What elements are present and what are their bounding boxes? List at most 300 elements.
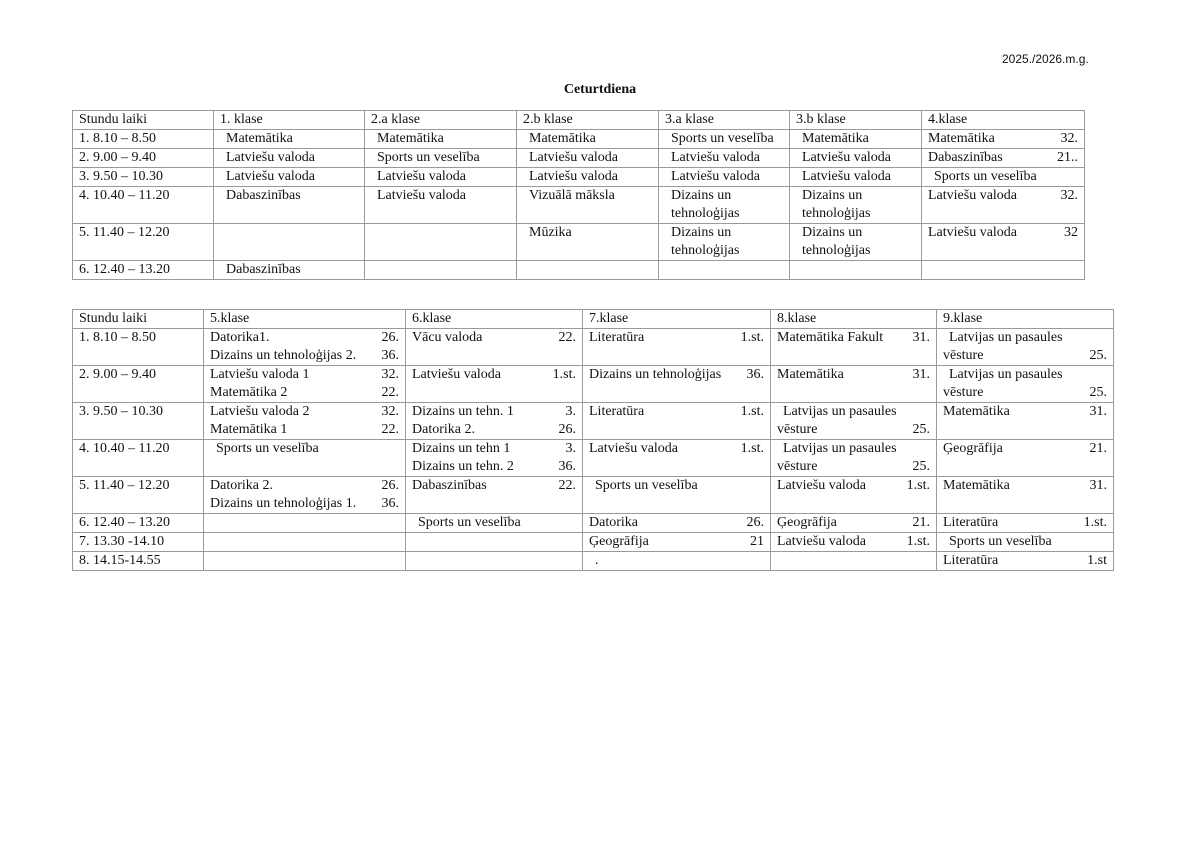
subject-text: vēsture <box>777 422 818 437</box>
lesson-cell <box>365 168 517 187</box>
lesson-cell <box>406 514 583 533</box>
lesson-cell <box>204 533 406 552</box>
lesson-line <box>928 130 1078 148</box>
room-number: 1.st. <box>1083 515 1107 530</box>
subject-text: Matemātika <box>928 131 995 146</box>
lesson-line <box>928 224 1078 242</box>
room-number: 36. <box>381 348 399 363</box>
subject-text: Dizains un <box>802 225 863 240</box>
room-number: 36. <box>746 367 764 382</box>
lesson-row <box>73 149 1085 168</box>
subject-text: Dizains un tehn. 1 <box>412 404 514 419</box>
lesson-cell <box>214 187 365 224</box>
lesson-line <box>796 242 915 260</box>
lesson-line <box>220 168 358 186</box>
lesson-time: 1. 8.10 – 8.50 <box>73 130 214 149</box>
lesson-time: 2. 9.00 – 9.40 <box>73 366 204 403</box>
room-number: 25. <box>1089 348 1107 363</box>
lesson-cell <box>659 149 790 168</box>
lesson-line <box>777 458 930 476</box>
lesson-line <box>777 403 930 421</box>
room-number: 32 <box>1064 225 1078 240</box>
lesson-cell <box>937 440 1114 477</box>
lesson-cell <box>517 187 659 224</box>
lesson-line <box>796 130 915 148</box>
lesson-cell <box>937 477 1114 514</box>
lesson-line <box>210 477 399 495</box>
lesson-cell <box>771 440 937 477</box>
lesson-cell <box>937 329 1114 366</box>
room-number: 21.. <box>1057 150 1078 165</box>
lesson-time: 3. 9.50 – 10.30 <box>73 403 204 440</box>
lesson-cell <box>204 440 406 477</box>
lesson-cell <box>214 261 365 280</box>
lesson-line <box>412 514 576 532</box>
subject-text: . <box>595 553 599 568</box>
subject-text: tehnoloģijas <box>671 206 740 221</box>
subject-text: Latvijas un pasaules <box>949 367 1063 382</box>
lesson-line <box>210 384 399 402</box>
room-number: 26. <box>746 515 764 530</box>
class-column-header: 9.klase <box>937 310 1114 329</box>
lesson-row <box>73 329 1114 366</box>
subject-text: Ģeogrāfija <box>589 534 649 549</box>
subject-text: Latvijas un pasaules <box>783 404 897 419</box>
subject-text: Latviešu valoda <box>671 169 761 184</box>
room-number: 1.st. <box>740 404 764 419</box>
room-number: 21. <box>912 515 930 530</box>
lesson-time: 3. 9.50 – 10.30 <box>73 168 214 187</box>
lesson-line <box>943 347 1107 365</box>
lesson-line <box>210 440 399 458</box>
subject-text: Latviešu valoda <box>928 188 1018 203</box>
lesson-line <box>589 533 764 551</box>
room-number: 36. <box>381 496 399 511</box>
subject-text: Latviešu valoda <box>226 150 316 165</box>
lesson-line <box>777 440 930 458</box>
lesson-line <box>796 168 915 186</box>
subject-text: Matemātika <box>529 131 596 146</box>
lesson-line <box>943 552 1107 570</box>
class-column-header: 2.b klase <box>517 111 659 130</box>
lesson-line <box>928 168 1078 186</box>
lesson-row <box>73 130 1085 149</box>
lesson-line <box>210 403 399 421</box>
lesson-line <box>777 421 930 439</box>
time-column-header: Stundu laiki <box>73 111 214 130</box>
lesson-line <box>943 329 1107 347</box>
room-number: 26. <box>381 478 399 493</box>
lesson-cell <box>790 130 922 149</box>
subject-text: Dizains un <box>671 225 732 240</box>
subject-text: Datorika <box>589 515 638 530</box>
lesson-cell <box>790 168 922 187</box>
subject-text: Matemātika <box>226 131 293 146</box>
class-column-header: 2.a klase <box>365 111 517 130</box>
lesson-cell <box>771 533 937 552</box>
lesson-line <box>371 187 510 205</box>
room-number: 25. <box>1089 385 1107 400</box>
subject-text: Matemātika 2 <box>210 385 288 400</box>
lesson-cell <box>204 552 406 571</box>
room-number: 21. <box>1089 441 1107 456</box>
lesson-line <box>928 187 1078 205</box>
lesson-line <box>589 552 764 570</box>
class-column-header: 3.b klase <box>790 111 922 130</box>
class-column-header: 1. klase <box>214 111 365 130</box>
room-number: 3. <box>565 441 576 456</box>
subject-text: Mūzika <box>529 225 572 240</box>
subject-text: Latviešu valoda <box>377 188 467 203</box>
lesson-cell <box>583 477 771 514</box>
subject-text: Sports un veselība <box>671 131 774 146</box>
lesson-time: 4. 10.40 – 11.20 <box>73 440 204 477</box>
room-number: 31. <box>912 367 930 382</box>
lesson-row <box>73 168 1085 187</box>
lesson-line <box>210 495 399 513</box>
subject-text: Dabaszinības <box>226 188 301 203</box>
room-number: 25. <box>912 459 930 474</box>
lesson-cell <box>406 329 583 366</box>
subject-text: Dizains un tehnoloģijas <box>589 367 722 382</box>
lesson-cell <box>517 261 659 280</box>
lesson-line <box>589 366 764 384</box>
lesson-line <box>210 366 399 384</box>
lesson-cell <box>790 224 922 261</box>
lesson-cell <box>204 514 406 533</box>
subject-text: Datorika1. <box>210 330 270 345</box>
lesson-cell <box>937 552 1114 571</box>
lesson-cell <box>365 149 517 168</box>
subject-text: Ģeogrāfija <box>777 515 837 530</box>
lesson-cell <box>214 224 365 261</box>
lesson-line <box>412 329 576 347</box>
class-column-header: 4.klase <box>922 111 1085 130</box>
room-number: 3. <box>565 404 576 419</box>
lesson-line <box>777 514 930 532</box>
subject-text: Dizains un tehnoloģijas 1. <box>210 496 357 511</box>
subject-text: Matemātika <box>777 367 844 382</box>
class-column-header: 5.klase <box>204 310 406 329</box>
lesson-cell <box>659 130 790 149</box>
lesson-time: 8. 14.15-14.55 <box>73 552 204 571</box>
lesson-cell <box>583 552 771 571</box>
subject-text: Literatūra <box>943 515 999 530</box>
lesson-line <box>665 187 783 205</box>
lesson-line <box>589 477 764 495</box>
subject-text: Dizains un tehnoloģijas 2. <box>210 348 357 363</box>
lesson-cell <box>517 168 659 187</box>
lesson-line <box>523 168 652 186</box>
room-number: 22. <box>381 422 399 437</box>
lesson-cell <box>365 130 517 149</box>
room-number: 32. <box>1060 131 1078 146</box>
subject-text: Latviešu valoda <box>928 225 1018 240</box>
lesson-line <box>777 477 930 495</box>
subject-text: Latviešu valoda <box>377 169 467 184</box>
lesson-line <box>665 242 783 260</box>
subject-text: Latvijas un pasaules <box>949 330 1063 345</box>
lesson-line <box>796 224 915 242</box>
lesson-line <box>589 329 764 347</box>
subject-text: Matemātika <box>377 131 444 146</box>
lesson-line <box>943 366 1107 384</box>
lesson-row <box>73 366 1114 403</box>
lesson-line <box>220 130 358 148</box>
lesson-line <box>943 403 1107 421</box>
lesson-cell <box>771 329 937 366</box>
lesson-cell <box>771 552 937 571</box>
room-number: 31. <box>1089 478 1107 493</box>
lesson-row <box>73 514 1114 533</box>
lesson-line <box>371 149 510 167</box>
subject-text: Latviešu valoda <box>777 534 867 549</box>
lesson-line <box>220 149 358 167</box>
subject-text: vēsture <box>943 385 984 400</box>
lesson-cell <box>771 366 937 403</box>
subject-text: Matemātika 1 <box>210 422 288 437</box>
lesson-line <box>665 130 783 148</box>
lesson-line <box>777 329 930 347</box>
lesson-row <box>73 261 1085 280</box>
lesson-cell <box>406 533 583 552</box>
lesson-line <box>665 168 783 186</box>
class-column-header: 8.klase <box>771 310 937 329</box>
subject-text: Dabaszinības <box>412 478 487 493</box>
subject-text: Dabaszinības <box>226 262 301 277</box>
lesson-cell <box>659 187 790 224</box>
lesson-cell <box>583 440 771 477</box>
room-number: 31. <box>1089 404 1107 419</box>
subject-text: tehnoloģijas <box>671 243 740 258</box>
lesson-line <box>523 130 652 148</box>
subject-text: Sports un veselība <box>595 478 698 493</box>
lesson-cell <box>406 403 583 440</box>
subject-text: Literatūra <box>589 404 645 419</box>
subject-text: Latviešu valoda <box>529 169 619 184</box>
room-number: 36. <box>558 459 576 474</box>
lesson-line <box>796 149 915 167</box>
lesson-row <box>73 533 1114 552</box>
lesson-cell <box>583 533 771 552</box>
subject-text: Matemātika <box>802 131 869 146</box>
subject-text: Sports un veselība <box>377 150 480 165</box>
lesson-cell <box>771 477 937 514</box>
lesson-cell <box>365 261 517 280</box>
timetable-grades-5-9 <box>72 309 1114 571</box>
lesson-cell <box>922 168 1085 187</box>
lesson-cell <box>659 261 790 280</box>
lesson-cell <box>771 514 937 533</box>
lesson-line <box>371 168 510 186</box>
lesson-cell <box>204 329 406 366</box>
subject-text: Latviešu valoda <box>412 367 502 382</box>
lesson-line <box>928 149 1078 167</box>
subject-text: Sports un veselība <box>934 169 1037 184</box>
subject-text: tehnoloģijas <box>802 243 871 258</box>
lesson-cell <box>922 261 1085 280</box>
lesson-cell <box>517 130 659 149</box>
lesson-cell <box>659 224 790 261</box>
lesson-cell <box>937 533 1114 552</box>
room-number: 31. <box>912 330 930 345</box>
subject-text: vēsture <box>777 459 818 474</box>
subject-text: Latviešu valoda <box>671 150 761 165</box>
lesson-time: 7. 13.30 -14.10 <box>73 533 204 552</box>
lesson-cell <box>517 149 659 168</box>
lesson-line <box>665 224 783 242</box>
lesson-time: 5. 11.40 – 12.20 <box>73 477 204 514</box>
lesson-cell <box>937 403 1114 440</box>
lesson-line <box>210 421 399 439</box>
subject-text: Sports un veselība <box>216 441 319 456</box>
lesson-cell <box>406 440 583 477</box>
lesson-row <box>73 403 1114 440</box>
lesson-cell <box>406 552 583 571</box>
subject-text: Latviešu valoda <box>529 150 619 165</box>
header-row <box>73 111 1085 130</box>
room-number: 32. <box>381 367 399 382</box>
subject-text: Vizuālā māksla <box>529 188 615 203</box>
lesson-cell <box>583 514 771 533</box>
subject-text: Dizains un tehn 1 <box>412 441 511 456</box>
lesson-row <box>73 187 1085 224</box>
lesson-time: 6. 12.40 – 13.20 <box>73 261 214 280</box>
subject-text: Latviešu valoda <box>802 169 892 184</box>
room-number: 32. <box>381 404 399 419</box>
lesson-line <box>777 533 930 551</box>
lesson-line <box>412 403 576 421</box>
subject-text: Latviešu valoda <box>802 150 892 165</box>
subject-text: Literatūra <box>589 330 645 345</box>
lesson-time: 4. 10.40 – 11.20 <box>73 187 214 224</box>
school-year-label: 2025./2026.m.g. <box>1002 52 1089 66</box>
lesson-line <box>412 440 576 458</box>
room-number: 1.st. <box>906 534 930 549</box>
lesson-line <box>210 329 399 347</box>
lesson-line <box>943 384 1107 402</box>
class-column-header: 6.klase <box>406 310 583 329</box>
lesson-cell <box>583 366 771 403</box>
lesson-row <box>73 477 1114 514</box>
subject-text: Sports un veselība <box>418 515 521 530</box>
lesson-line <box>777 366 930 384</box>
room-number: 26. <box>558 422 576 437</box>
lesson-line <box>665 205 783 223</box>
room-number: 21 <box>750 534 764 549</box>
lesson-cell <box>365 224 517 261</box>
subject-text: Latviešu valoda 2 <box>210 404 310 419</box>
lesson-cell <box>790 149 922 168</box>
room-number: 25. <box>912 422 930 437</box>
lesson-line <box>796 187 915 205</box>
room-number: 22. <box>558 478 576 493</box>
room-number: 1.st. <box>552 367 576 382</box>
lesson-line <box>412 477 576 495</box>
subject-text: Literatūra <box>943 553 999 568</box>
lesson-line <box>412 421 576 439</box>
subject-text: Datorika 2. <box>210 478 273 493</box>
class-column-header: 7.klase <box>583 310 771 329</box>
lesson-line <box>412 458 576 476</box>
lesson-cell <box>204 477 406 514</box>
lesson-cell <box>922 130 1085 149</box>
lesson-line <box>371 130 510 148</box>
lesson-line <box>523 149 652 167</box>
lesson-cell <box>214 149 365 168</box>
lesson-cell <box>922 224 1085 261</box>
class-column-header: 3.a klase <box>659 111 790 130</box>
lesson-cell <box>204 366 406 403</box>
lesson-line <box>210 347 399 365</box>
lesson-cell <box>204 403 406 440</box>
lesson-cell <box>583 329 771 366</box>
lesson-cell <box>406 477 583 514</box>
lesson-cell <box>406 366 583 403</box>
lesson-time: 6. 12.40 – 13.20 <box>73 514 204 533</box>
lesson-cell <box>771 403 937 440</box>
subject-text: Latviešu valoda <box>777 478 867 493</box>
lesson-cell <box>790 261 922 280</box>
subject-text: Latviešu valoda <box>589 441 679 456</box>
lesson-cell <box>214 168 365 187</box>
lesson-row <box>73 224 1085 261</box>
time-column-header: Stundu laiki <box>73 310 204 329</box>
lesson-line <box>589 440 764 458</box>
room-number: 1.st. <box>740 441 764 456</box>
page-title: Ceturtdiena <box>563 82 637 97</box>
lesson-row <box>73 440 1114 477</box>
subject-text: Matemātika Fakult <box>777 330 884 345</box>
lesson-line <box>665 149 783 167</box>
subject-text: Latviešu valoda 1 <box>210 367 310 382</box>
lesson-line <box>523 187 652 205</box>
lesson-cell <box>659 168 790 187</box>
subject-text: tehnoloģijas <box>802 206 871 221</box>
lesson-line <box>412 366 576 384</box>
room-number: 32. <box>1060 188 1078 203</box>
lesson-row <box>73 552 1114 571</box>
room-number: 22. <box>381 385 399 400</box>
subject-text: Dizains un tehn. 2 <box>412 459 514 474</box>
lesson-time: 5. 11.40 – 12.20 <box>73 224 214 261</box>
subject-text: Datorika 2. <box>412 422 475 437</box>
room-number: 1.st. <box>906 478 930 493</box>
lesson-line <box>589 403 764 421</box>
lesson-line <box>943 477 1107 495</box>
subject-text: vēsture <box>943 348 984 363</box>
lesson-cell <box>214 130 365 149</box>
subject-text: Sports un veselība <box>949 534 1052 549</box>
subject-text: Matemātika <box>943 404 1010 419</box>
lesson-cell <box>937 514 1114 533</box>
room-number: 1.st. <box>740 330 764 345</box>
lesson-cell <box>583 403 771 440</box>
lesson-line <box>943 514 1107 532</box>
room-number: 26. <box>381 330 399 345</box>
room-number: 22. <box>558 330 576 345</box>
lesson-line <box>220 261 358 279</box>
timetable-grades-1-4 <box>72 110 1085 280</box>
lesson-cell <box>790 187 922 224</box>
room-number: 1.st <box>1087 553 1107 568</box>
lesson-time: 2. 9.00 – 9.40 <box>73 149 214 168</box>
subject-text: Ģeogrāfija <box>943 441 1003 456</box>
lesson-line <box>796 205 915 223</box>
lesson-time: 1. 8.10 – 8.50 <box>73 329 204 366</box>
subject-text: Dizains un <box>802 188 863 203</box>
lesson-line <box>523 224 652 242</box>
